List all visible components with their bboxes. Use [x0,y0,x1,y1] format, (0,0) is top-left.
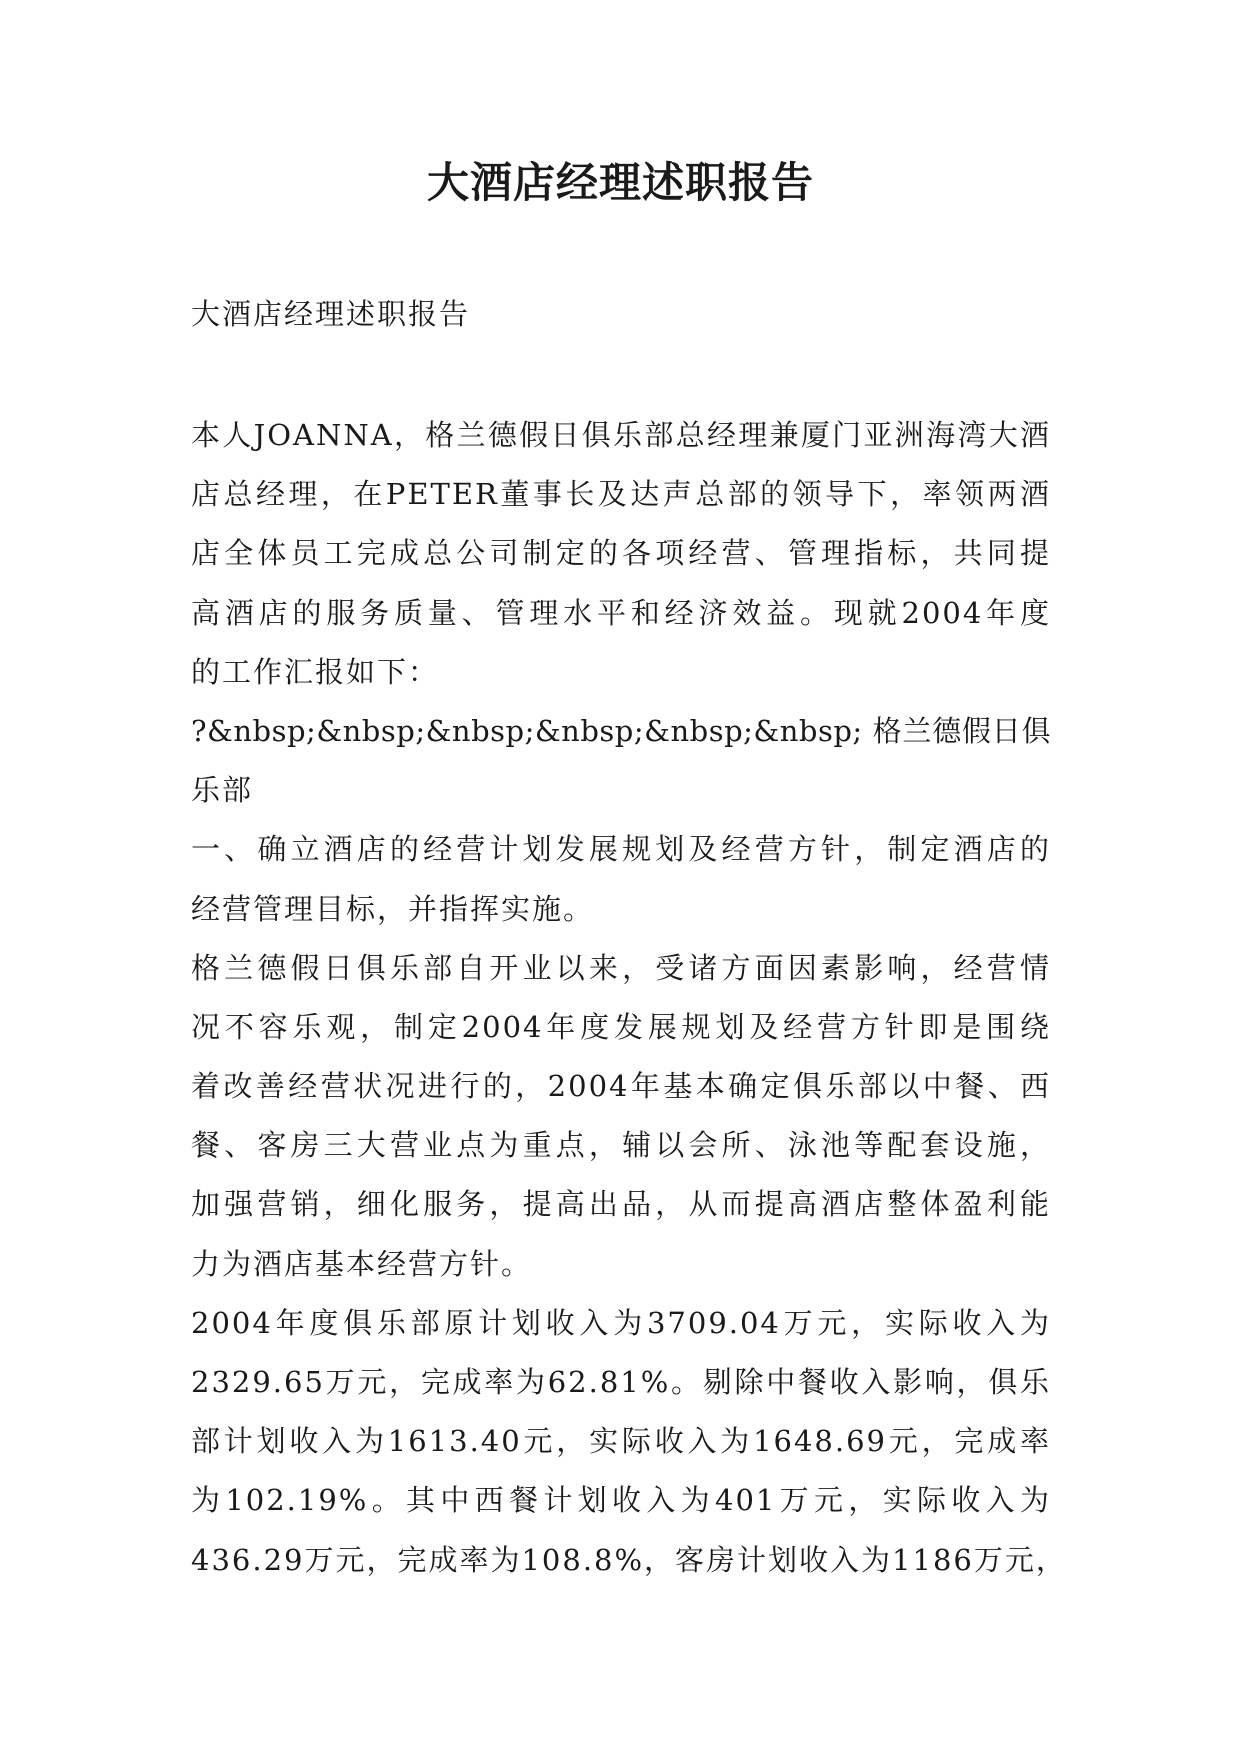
body-line: 一、确立酒店的经营计划发展规划及经营方针，制定酒店的 [191,832,1051,867]
body-line: 餐、客房三大营业点为重点，辅以会所、泳池等配套设施， [191,1128,1051,1163]
document-subtitle: 大酒店经理述职报告 [191,297,471,331]
body-line: 436.29万元，完成率为108.8%，客房计划收入为1186万元， [191,1542,1067,1577]
body-line: 加强营销，细化服务，提高出品，从而提高酒店整体盈利能 [191,1187,1051,1222]
body-line: 店全体员工完成总公司制定的各项经营、管理指标，共同提 [191,536,1051,571]
body-line: 经营管理目标，并指挥实施。 [191,891,595,926]
body-line: 乐部 [191,773,254,808]
body-line: 本人JOANNA，格兰德假日俱乐部总经理兼厦门亚洲海湾大酒 [191,418,1051,452]
body-line: 的工作汇报如下： [191,654,440,689]
document-title: 大酒店经理述职报告 [426,158,814,207]
body-line: 店总经理，在PETER董事长及达声总部的领导下，率领两酒 [191,477,1051,512]
document-body [191,406,1067,1590]
body-line: 2329.65万元，完成率为62.81%。剔除中餐收入影响，俱乐 [191,1365,1051,1399]
body-line: 为102.19%。其中西餐计划收入为401万元，实际收入为 [191,1483,1051,1518]
body-line: 格兰德假日俱乐部自开业以来，受诸方面因素影响，经营情 [191,950,1051,985]
body-line: 2004年度俱乐部原计划收入为3709.04万元，实际收入为 [191,1305,1051,1340]
body-line: 高酒店的服务质量、管理水平和经济效益。现就2004年度 [191,595,1051,630]
body-line: ?&nbsp;&nbsp;&nbsp;&nbsp;&nbsp;&nbsp; 格兰德假日俱 [191,713,1051,748]
body-line: 部计划收入为1613.40元，实际收入为1648.69元，完成率 [191,1424,1051,1459]
body-line: 着改善经营状况进行的，2004年基本确定俱乐部以中餐、西 [191,1069,1051,1104]
body-line: 况不容乐观，制定2004年度发展规划及经营方针即是围绕 [191,1009,1051,1044]
body-line: 力为酒店基本经营方针。 [191,1246,533,1281]
